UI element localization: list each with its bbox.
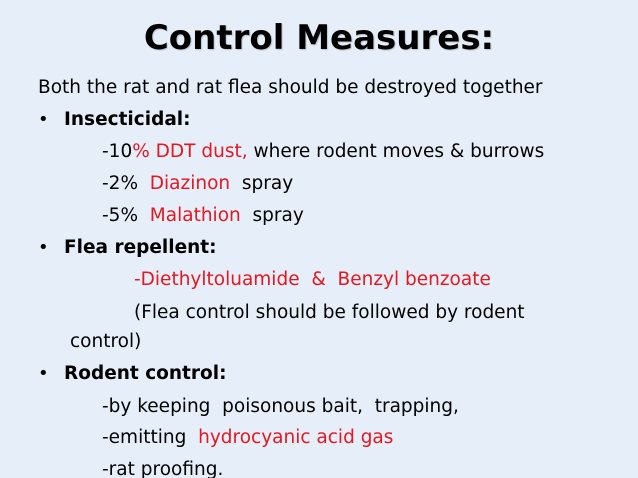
insecticidal-line-1-highlight: % DDT dust,	[132, 141, 248, 162]
rodent-control-line-1: -by keeping poisonous bait, trapping,	[102, 396, 459, 417]
insecticidal-line-3	[102, 205, 304, 227]
rodent-control-heading: Rodent control:	[64, 363, 227, 384]
bullet-icon: •	[38, 109, 49, 130]
insecticidal-line-2-prefix: -2%	[102, 173, 150, 194]
insecticidal-heading: Insecticidal:	[64, 109, 191, 130]
bullet-icon: •	[38, 363, 49, 384]
insecticidal-line-1	[102, 141, 544, 163]
rodent-control-line-2-prefix: -emitting	[102, 427, 199, 448]
slide-title: Control Measures:	[143, 18, 495, 58]
insecticidal-line-1-suffix: where rodent moves & burrows	[247, 141, 545, 162]
insecticidal-line-3-prefix: -5%	[102, 205, 150, 226]
insecticidal-line-2	[102, 173, 293, 195]
rodent-control-line-3: -rat proofing.	[102, 459, 224, 478]
flea-repellent-heading: Flea repellent:	[64, 237, 217, 258]
bullet-icon: •	[38, 237, 49, 258]
flea-repellent-line-1: -Diethyltoluamide & Benzyl benzoate	[134, 269, 491, 290]
flea-repellent-note-line-1: (Flea control should be followed by rodent	[134, 302, 525, 323]
rodent-control-line-2-highlight: hydrocyanic acid gas	[198, 427, 394, 448]
intro-text: Both the rat and rat flea should be destroyed together	[38, 77, 543, 98]
insecticidal-line-2-suffix: spray	[230, 173, 294, 194]
insecticidal-line-2-highlight: Diazinon	[149, 173, 231, 194]
flea-repellent-note-line-2: control)	[70, 331, 142, 352]
insecticidal-line-3-highlight: Malathion	[149, 205, 241, 226]
insecticidal-line-1-prefix: -10	[102, 141, 133, 162]
rodent-control-line-2	[102, 427, 393, 449]
insecticidal-line-3-suffix: spray	[240, 205, 304, 226]
